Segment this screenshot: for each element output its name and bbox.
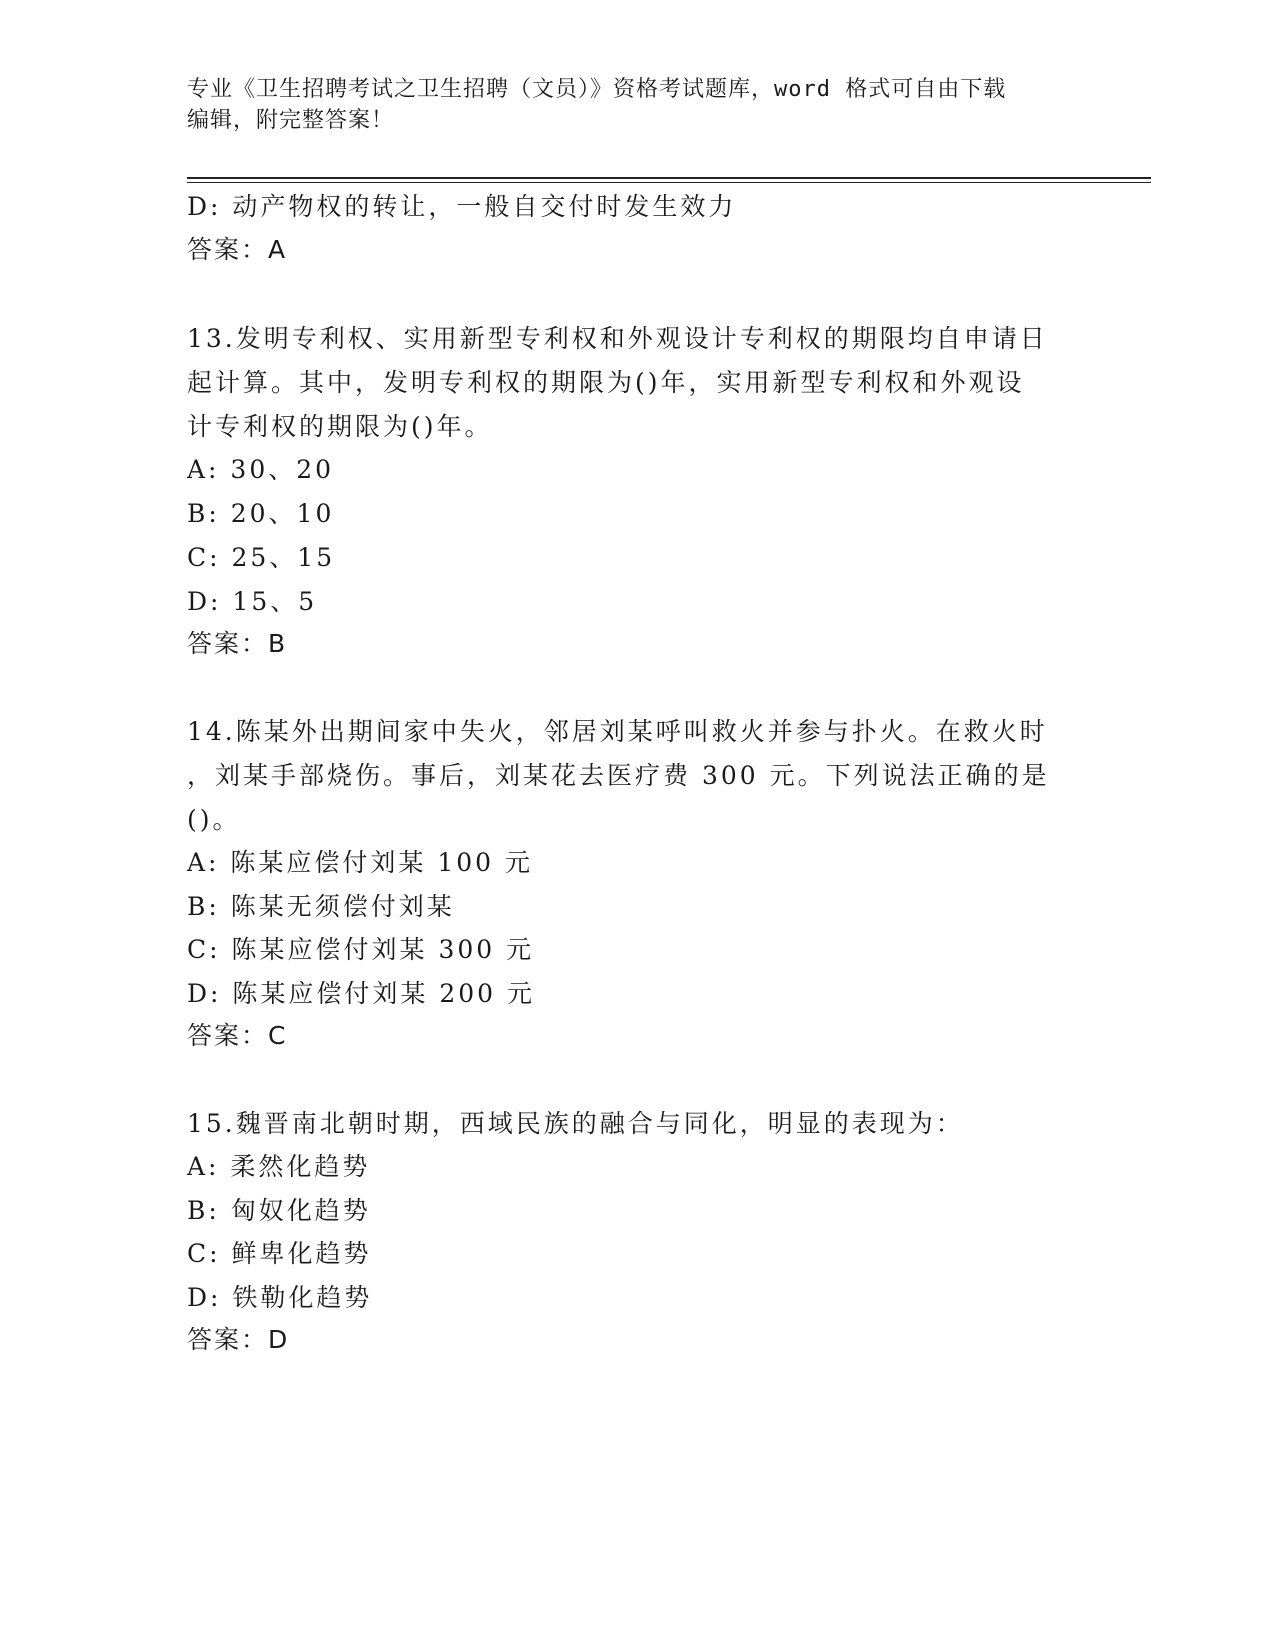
q13-answer: 答案：B xyxy=(187,629,288,658)
q13-stem-line-3: 计专利权的期限为()年。 xyxy=(187,412,493,441)
q15-option-c: C: 鲜卑化趋势 xyxy=(187,1239,372,1268)
q13-option-a: A: 30、20 xyxy=(187,455,335,484)
prev-answer: 答案：A xyxy=(187,235,288,264)
q14-option-b: B: 陈某无须偿付刘某 xyxy=(187,892,455,921)
q15-stem-line-1: 15.魏晋南北朝时期，西域民族的融合与同化，明显的表现为： xyxy=(187,1109,964,1138)
header-divider-thin xyxy=(187,182,1151,183)
q13-option-c: C: 25、15 xyxy=(187,543,336,572)
document-header xyxy=(187,74,1087,136)
q13-stem-line-2: 起计算。其中，发明专利权的期限为()年，实用新型专利权和外观设 xyxy=(187,368,1025,397)
q15-option-b: B: 匈奴化趋势 xyxy=(187,1196,371,1225)
q15-option-d: D: 铁勒化趋势 xyxy=(187,1283,373,1312)
q14-option-c: C: 陈某应偿付刘某 300 元 xyxy=(187,935,535,964)
q14-stem-line-2: ，刘某手部烧伤。事后，刘某花去医疗费 300 元。下列说法正确的是 xyxy=(187,761,1050,790)
q14-answer: 答案：C xyxy=(187,1021,288,1050)
header-line-1: 专业《卫生招聘考试之卫生招聘（文员）》资格考试题库，word 格式可自由下载 xyxy=(187,77,1007,102)
q15-option-a: A: 柔然化趋势 xyxy=(187,1152,371,1181)
header-line-2: 编辑，附完整答案！ xyxy=(187,108,395,133)
q13-option-b: B: 20、10 xyxy=(187,499,335,528)
q14-stem-line-3: ()。 xyxy=(187,805,241,834)
q14-option-a: A: 陈某应偿付刘某 100 元 xyxy=(187,848,534,877)
q13-stem-line-1: 13.发明专利权、实用新型专利权和外观设计专利权的期限均自申请日 xyxy=(187,324,1048,353)
q14-stem-line-1: 14.陈某外出期间家中失火，邻居刘某呼叫救火并参与扑火。在救火时 xyxy=(187,717,1048,746)
header-divider-thick xyxy=(187,177,1151,179)
prev-option-d: D: 动产物权的转让，一般自交付时发生效力 xyxy=(187,192,737,221)
q15-answer: 答案：D xyxy=(187,1325,290,1354)
q13-option-d: D: 15、5 xyxy=(187,587,318,616)
q14-option-d: D: 陈某应偿付刘某 200 元 xyxy=(187,979,536,1008)
